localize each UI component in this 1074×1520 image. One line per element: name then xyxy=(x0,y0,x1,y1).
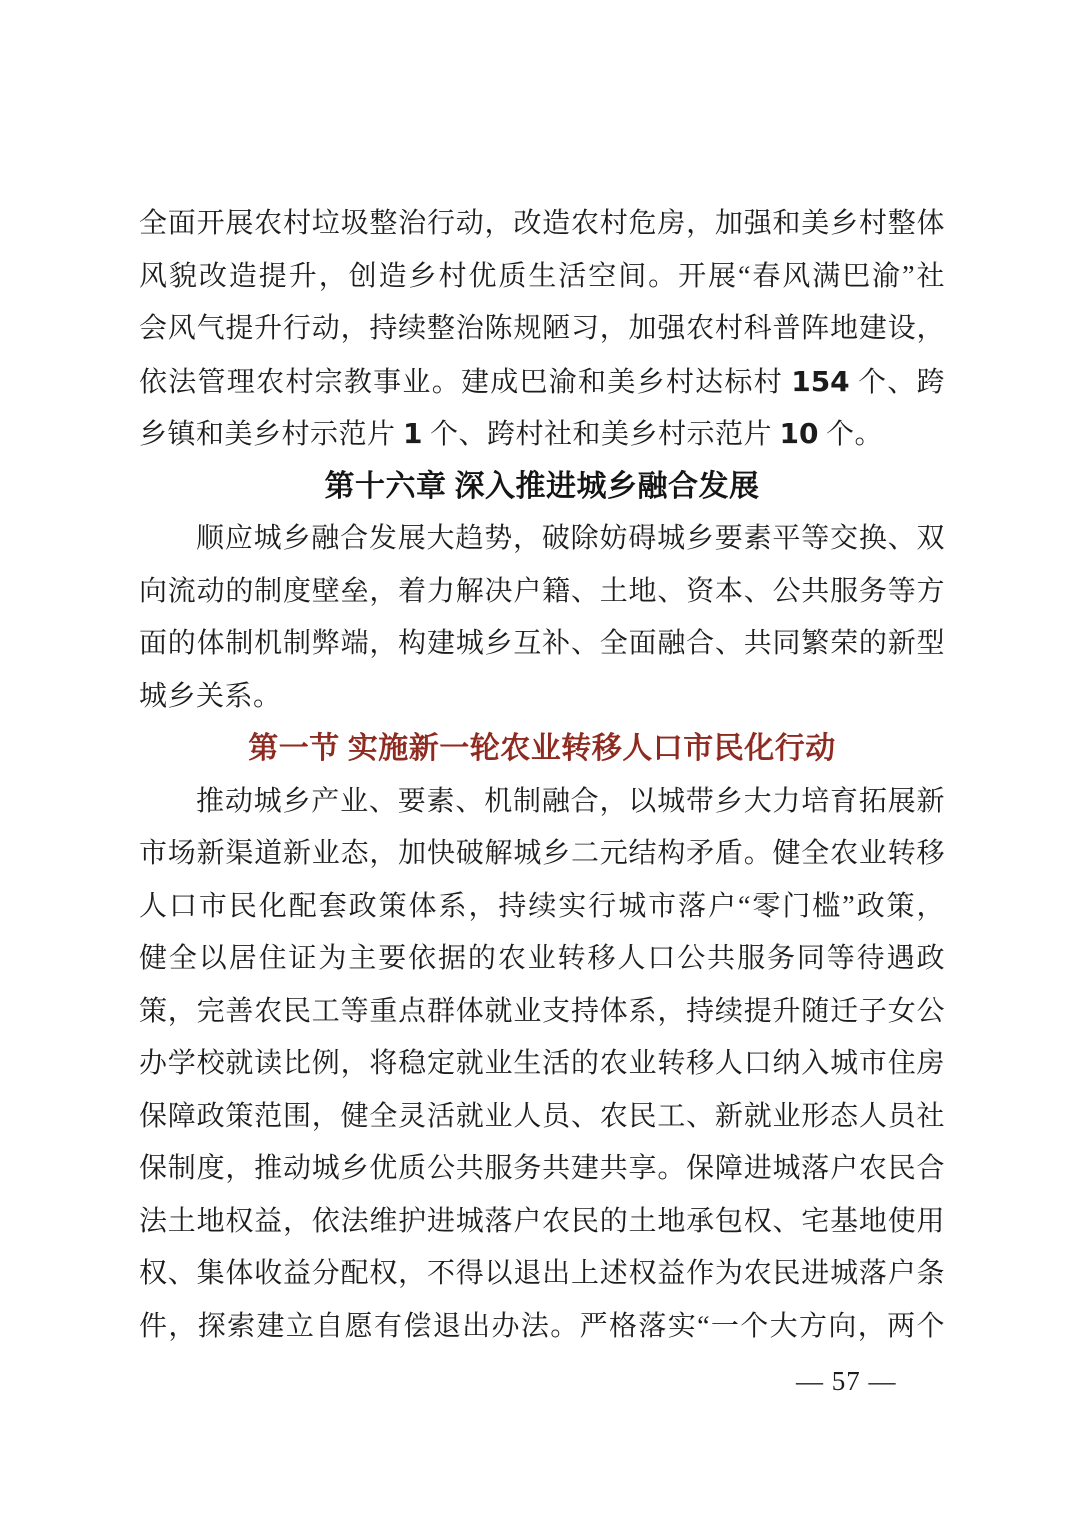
numeral: 154 xyxy=(791,364,850,398)
text-line: 向流动的制度壁垒，着力解决户籍、土地、资本、公共服务等方 xyxy=(139,575,945,607)
text-line: 件，探索建立自愿有偿退出办法。严格落实“一个大方向，两个 xyxy=(139,1310,945,1342)
text-line: 依法管理农村宗教事业。建成巴渝和美乡村达标村 154 个、跨 xyxy=(139,364,945,398)
section-heading: 第一节 实施新一轮农业转移人口市民化行动 xyxy=(248,732,836,765)
text-line: 策，完善农民工等重点群体就业支持体系，持续提升随迁子女公 xyxy=(139,995,945,1027)
text-line: 法土地权益，依法维护进城落户农民的土地承包权、宅基地使用 xyxy=(139,1205,945,1237)
text-line: 健全以居住证为主要依据的农业转移人口公共服务同等待遇政 xyxy=(139,943,945,974)
text-line: 人口市民化配套政策体系，持续实行城市落户“零门槛”政策， xyxy=(139,890,945,922)
text-line: 权、集体收益分配权，不得以退出上述权益作为农民进城落户条 xyxy=(139,1258,945,1289)
numeral: 10 xyxy=(779,417,819,450)
page-number: — 57 — xyxy=(796,1366,897,1396)
chapter-heading: 第十六章 深入推进城乡融合发展 xyxy=(324,469,760,503)
text-line: 会风气提升行动，持续整治陈规陋习，加强农村科普阵地建设， xyxy=(139,313,945,344)
text-block xyxy=(139,198,945,1353)
text-line: 城乡关系。 xyxy=(139,680,282,712)
text-line: 乡镇和美乡村示范片 1 个、跨村社和美乡村示范片 10 个。 xyxy=(139,417,883,450)
text-line: 全面开展农村垃圾整治行动，改造农村危房，加强和美乡村整体 xyxy=(139,208,945,239)
text-line: 风貌改造提升，创造乡村优质生活空间。开展“春风满巴渝”社 xyxy=(139,260,945,292)
text-line: 推动城乡产业、要素、机制融合，以城带乡大力培育拓展新 xyxy=(196,785,945,817)
text-line: 市场新渠道新业态，加快破解城乡二元结构矛盾。健全农业转移 xyxy=(139,838,945,869)
text-line: 办学校就读比例，将稳定就业生活的农业转移人口纳入城市住房 xyxy=(139,1048,945,1079)
numeral: 1 xyxy=(403,417,423,450)
text-line: 面的体制机制弊端，构建城乡互补、全面融合、共同繁荣的新型 xyxy=(139,628,945,659)
text-line: 保障政策范围，健全灵活就业人员、农民工、新就业形态人员社 xyxy=(139,1100,945,1132)
text-line: 顺应城乡融合发展大趋势，破除妨碍城乡要素平等交换、双 xyxy=(196,523,945,554)
text-line: 保制度，推动城乡优质公共服务共建共享。保障进城落户农民合 xyxy=(139,1153,945,1184)
